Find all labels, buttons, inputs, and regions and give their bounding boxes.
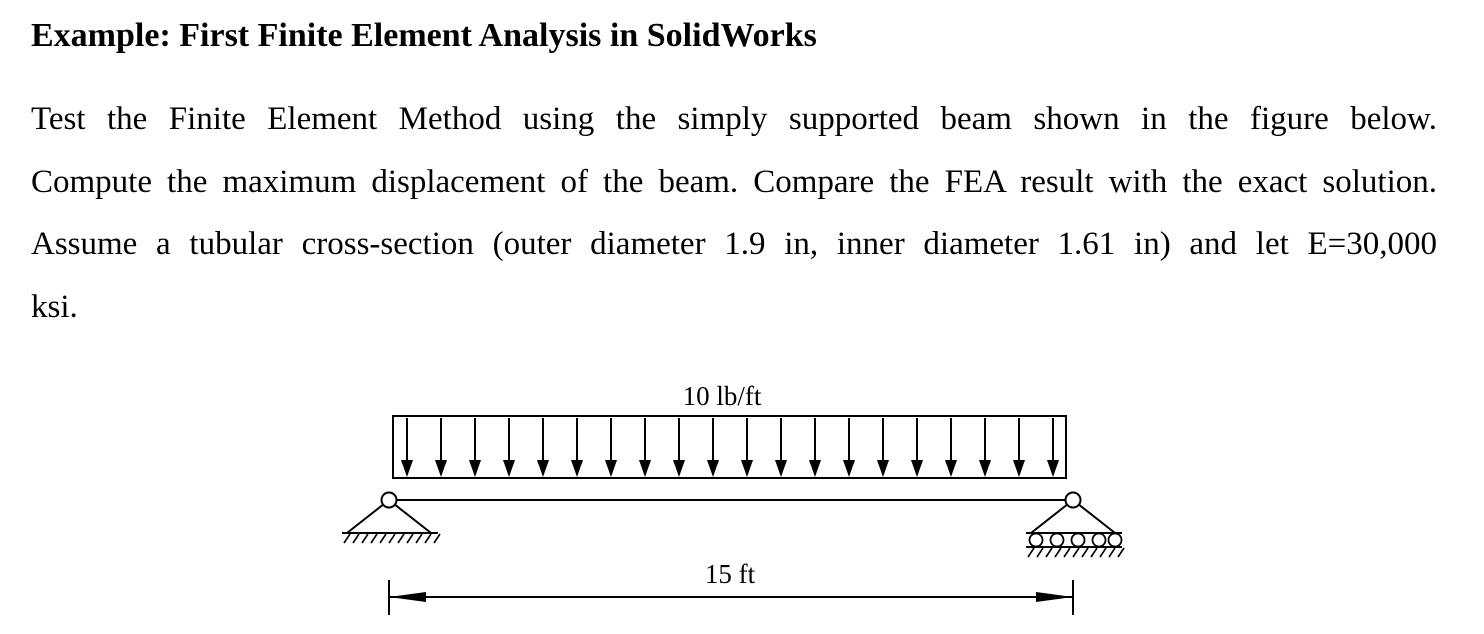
paragraph-line-3: Assume a tubular cross-section (outer diameter 1.9 in, inner diameter 1.61 in) and let E=30,000 <box>31 226 1437 262</box>
load-arrow <box>809 418 821 477</box>
load-arrows <box>401 418 1059 477</box>
load-arrow <box>979 418 991 477</box>
load-arrow <box>877 418 889 477</box>
distributed-load-box <box>393 416 1066 478</box>
span-label: 15 ft <box>704 559 756 589</box>
page-title: Example: First Finite Element Analysis in SolidWorks <box>31 17 817 54</box>
load-arrow <box>707 418 719 477</box>
load-arrow <box>673 418 685 477</box>
load-arrow <box>503 418 515 477</box>
load-label: 10 lb/ft <box>682 381 762 411</box>
paragraph-line-2: Compute the maximum displacement of the beam. Compare the FEA result with the exact solution. <box>31 164 1437 200</box>
load-arrow <box>401 418 413 477</box>
load-arrow <box>605 418 617 477</box>
load-arrow <box>911 418 923 477</box>
load-arrow <box>945 418 957 477</box>
load-arrow <box>1013 418 1025 477</box>
load-arrow <box>435 418 447 477</box>
load-arrow <box>639 418 651 477</box>
load-arrow <box>571 418 583 477</box>
load-arrow <box>843 418 855 477</box>
left-hinge <box>382 493 397 508</box>
load-arrow <box>1047 418 1059 477</box>
right-hinge <box>1066 493 1081 508</box>
paragraph-line-1: Test the Finite Element Method using the simply supported beam shown in the figure below. <box>31 101 1437 137</box>
load-arrow <box>775 418 787 477</box>
load-arrow <box>469 418 481 477</box>
roller-support <box>1026 493 1124 558</box>
paragraph-line-4: ksi. <box>31 289 78 325</box>
load-arrow <box>537 418 549 477</box>
rollers <box>1030 534 1122 547</box>
load-arrow <box>741 418 753 477</box>
